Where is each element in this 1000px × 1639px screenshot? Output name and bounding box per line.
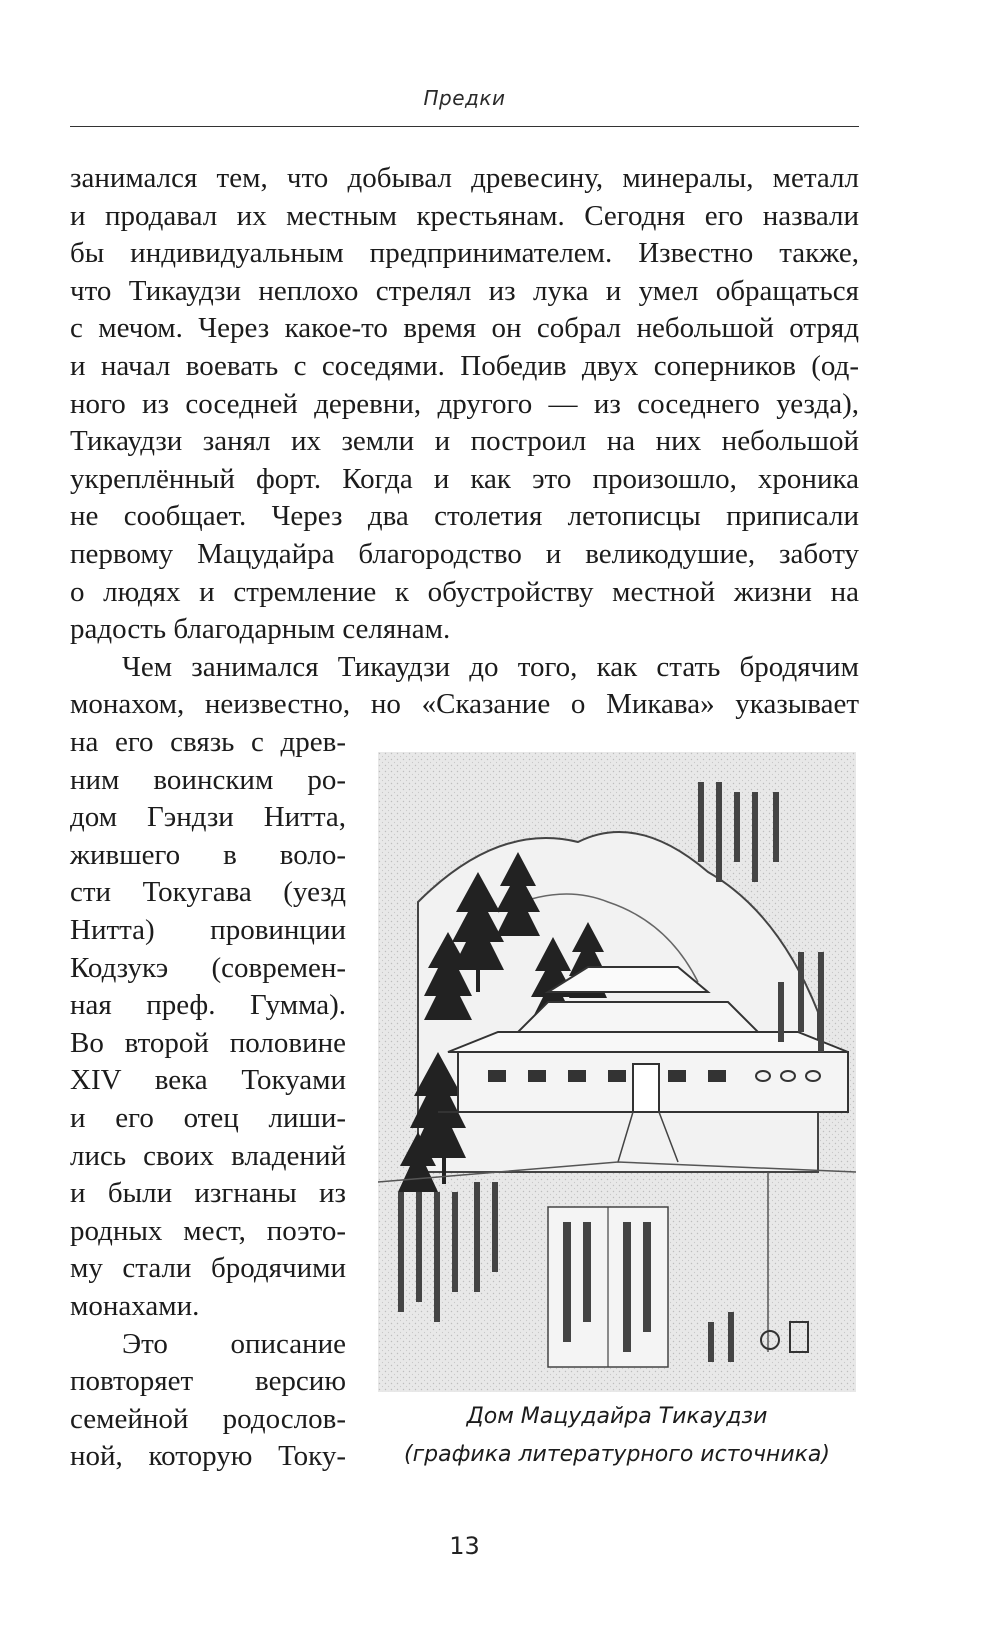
text-line: Чем занимался Тикаудзи до того, как стать бродячим [122, 650, 859, 683]
text-line: на его связь с древ- [70, 726, 346, 758]
text-line: и продавал их местным крестьянам. Сегодня его назвали [70, 199, 859, 232]
text-line: бы индивидуальным предпринимателем. Известно также, [70, 237, 859, 270]
illustration-house [378, 752, 856, 1392]
text-line: что Тикаудзи неплохо стрелял из лука и умел обращаться [70, 274, 859, 307]
running-head: Предки [423, 86, 506, 110]
wrapped-text-column [70, 724, 346, 1476]
text-line: Тикаудзи занял их земли и построил на них небольшой [70, 425, 859, 458]
text-line: XIV века Токуами [70, 1064, 346, 1097]
figure-caption-title: Дом Мацудайра Тикаудзи [466, 1404, 768, 1429]
text-line: ной, которую Току- [70, 1440, 346, 1473]
text-line: ная преф. Гумма). [70, 989, 346, 1022]
text-line: и его отец лиши- [70, 1101, 346, 1134]
text-line: и начал воевать с соседями. Победив двух соперников (од- [70, 349, 859, 382]
text-line: ного из соседней деревни, другого — из соседнего уезда), [70, 387, 859, 420]
text-line: ним воинским ро- [70, 763, 346, 796]
text-line: и были изгнаны из [70, 1177, 346, 1210]
text-line: жившего в воло- [70, 838, 346, 871]
header-rule [70, 126, 859, 127]
text-line: повторяет версию [70, 1365, 346, 1398]
text-line: первому Мацудайра благородство и великодушие, заботу [70, 537, 859, 570]
text-line: лись своих владений [70, 1139, 346, 1172]
text-line: семейной родослов- [70, 1402, 346, 1435]
text-line: о людях и стремление к обустройству местной жизни на [70, 575, 859, 608]
text-line: родных мест, поэто- [70, 1214, 346, 1247]
text-line: му стали бродячими [70, 1252, 346, 1285]
text-line: с мечом. Через какое-то время он собрал небольшой отряд [70, 312, 859, 345]
text-line: радость благодарным селянам. [70, 613, 451, 646]
text-line: монахами. [70, 1289, 200, 1322]
text-line: занимался тем, что добывал древесину, минералы, металл [70, 162, 859, 194]
text-line: сти Токугава (уезд [70, 876, 346, 909]
text-line: Кодзукэ (современ- [70, 951, 346, 984]
text-line: монахом, неизвестно, но «Сказание о Микава» указывает [70, 688, 859, 721]
page-number: 13 [449, 1532, 480, 1560]
text-line: Нитта) провинции [70, 913, 346, 946]
figure-caption-source: (графика литературного источника) [404, 1442, 830, 1467]
text-line: не сообщает. Через два столетия летописцы приписали [70, 500, 859, 533]
text-line: Во второй половине [70, 1026, 346, 1059]
main-text-block [70, 160, 859, 724]
illustration-drawing [378, 752, 856, 1392]
text-line: дом Гэндзи Нитта, [70, 801, 346, 834]
text-line: Это описание [122, 1327, 346, 1360]
text-line: укреплённый форт. Когда и как это произошло, хроника [70, 462, 859, 495]
